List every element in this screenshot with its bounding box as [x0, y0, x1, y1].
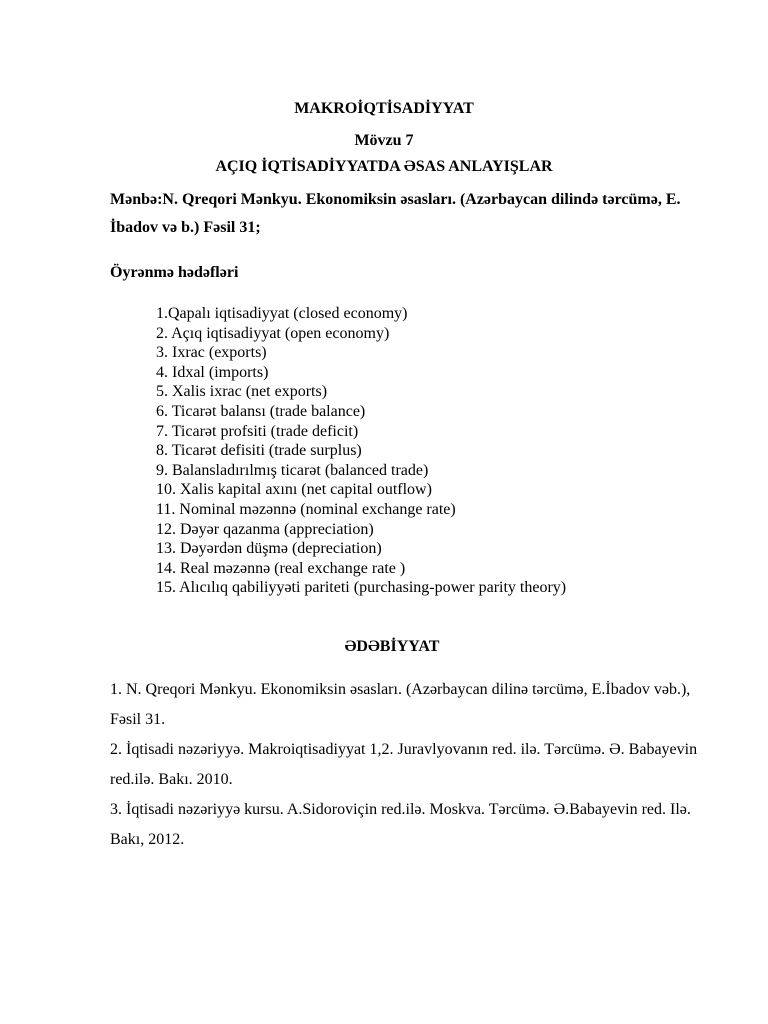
list-item: 10. Xalis kapital axını (net capital outflow): [156, 481, 432, 499]
list-item: 6. Ticarət balansı (trade balance): [156, 402, 366, 420]
document-subtitle: AÇIQ İQTİSADİYYATDA ƏSAS ANLAYIŞLAR: [215, 158, 553, 175]
reference-item: 1. N. Qreqori Mənkyu. Ekonomiksin əsasları. (Azərbaycan dilinə tərcümə, E.İbadov vəb.), Fəsil 31.: [110, 681, 691, 728]
list-item: 5. Xalis ixrac (net exports): [156, 383, 328, 401]
list-item: 1.Qapalı iqtisadiyyat (closed economy): [156, 305, 408, 322]
reference-item: 3. İqtisadi nəzəriyyə kursu. A.Sidoroviçin red.ilə. Moskva. Tərcümə. Ə.Babayevin red. Ilə. Bakı, 2012.: [110, 801, 691, 848]
learning-goals-heading: Öyrənmə hədəfləri: [110, 264, 239, 281]
list-item: 14. Real məzənnə (real exchange rate ): [156, 559, 406, 577]
list-item: 8. Ticarət defisiti (trade surplus): [156, 442, 362, 460]
list-item: 11. Nominal məzənnə (nominal exchange rate): [156, 500, 456, 518]
list-item: 4. Idxal (imports): [156, 363, 269, 381]
references-list: [110, 675, 710, 855]
list-item: 15. Alıcılıq qabiliyyəti pariteti (purchasing-power parity theory): [156, 579, 567, 597]
reference-item: 2. İqtisadi nəzəriyyə. Makroiqtisadiyyat 1,2. Juravlyovanın red. ilə. Tərcümə. Ə. Babayevin red.ilə. Bakı. 2010.: [110, 741, 698, 788]
list-item: 9. Balansladırılmış ticarət (balanced trade): [156, 461, 429, 479]
list-item: 3. Ixrac (exports): [156, 344, 267, 362]
document-title: MAKROİQTİSADİYYAT: [294, 100, 474, 117]
learning-goals-list: [156, 304, 566, 598]
list-item: 13. Dəyərdən düşmə (depreciation): [156, 540, 382, 558]
list-item: 7. Ticarət profsiti (trade deficit): [156, 422, 359, 440]
source-reference: Mənbə:N. Qreqori Mənkyu. Ekonomiksin əsasları. (Azərbaycan dilində tərcümə, E. İbadov və b.) Fəsil 31;: [110, 191, 681, 236]
list-item: 2. Açıq iqtisadiyyat (open economy): [156, 324, 390, 342]
topic-number: Mövzu 7: [354, 132, 414, 149]
list-item: 12. Dəyər qazanma (appreciation): [156, 520, 374, 538]
literature-heading: ƏDƏBİYYAT: [344, 638, 440, 655]
